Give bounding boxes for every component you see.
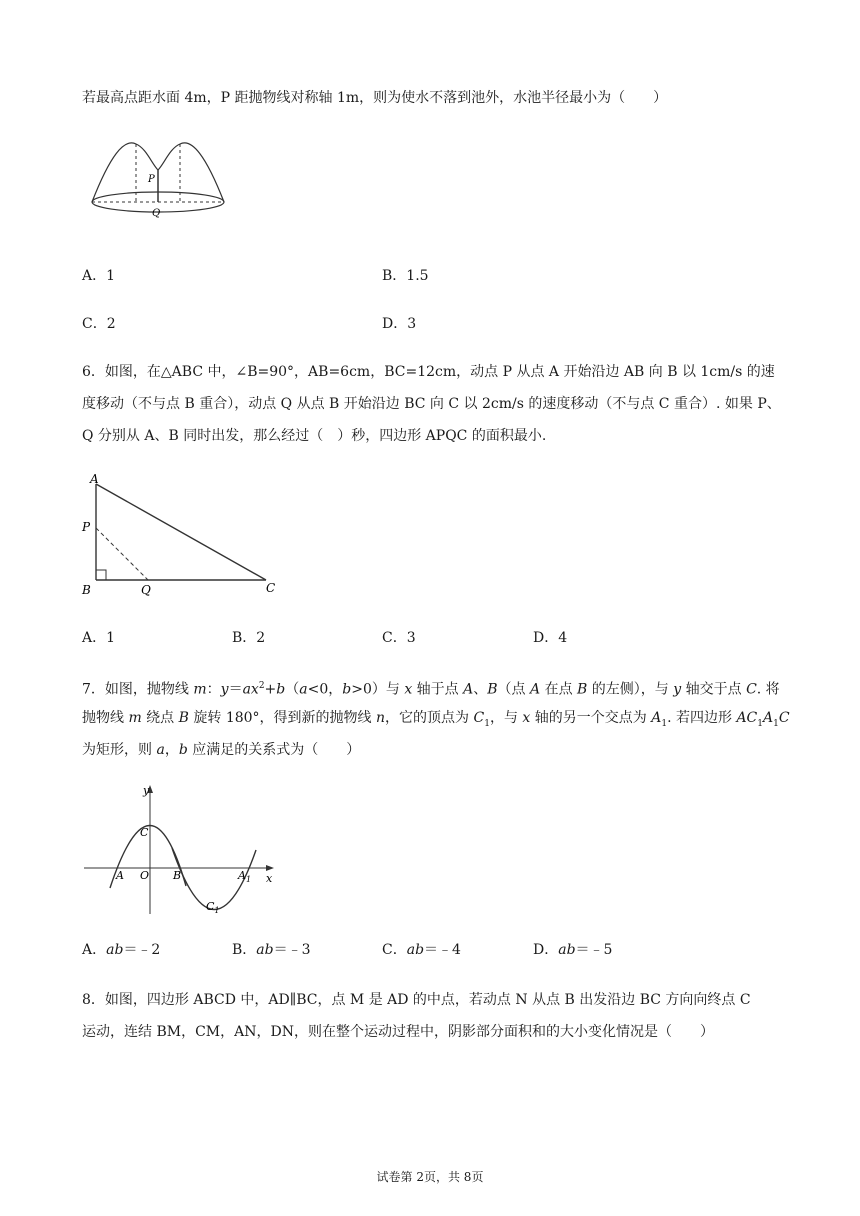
q7-label-c1: $C_1$ [206, 900, 220, 915]
q5-option-d: D．3 [382, 316, 417, 332]
q5-stem: 若最高点距水面 4m，P 距抛物线对称轴 1m，则为使水不落到池外，水池半径最小为（ ） [82, 90, 668, 106]
q6-option-d: D．4 [533, 630, 568, 646]
q7-label-a: A [116, 869, 124, 882]
q6-label-c: C [266, 581, 276, 595]
q6-label-q: Q [141, 583, 151, 597]
q6-stem-line-2: 度移动（不与点 B 重合），动点 Q 从点 B 开始沿边 BC 向 C 以 2cm/s 的速度移动（不与点 C 重合）. 如果 P、 [82, 396, 781, 412]
q7-label-x: x [266, 872, 273, 885]
q6-label-a: A [90, 472, 99, 486]
q7-option-d: D．ab＝﹣5 [533, 942, 613, 958]
q7-stem-line-3: 为矩形，则 a，b 应满足的关系式为（ ） [82, 742, 361, 758]
q7-label-o: O [140, 869, 150, 882]
q6-triangle-figure [78, 470, 288, 600]
q7-parabola-figure [80, 782, 280, 918]
q6-option-c: C．3 [382, 630, 416, 646]
q5-label-q: Q [152, 208, 161, 219]
q8-stem-line-1: 8．如图，四边形 ABCD 中，AD∥BC，点 M 是 AD 的中点，若动点 N 从点 B 出发沿边 BC 方向向终点 C [82, 992, 751, 1008]
page-footer: 试卷第 2页，共 8页 [376, 1170, 484, 1184]
q7-option-c: C．ab＝﹣4 [382, 942, 461, 958]
q5-option-b: B．1.5 [382, 268, 429, 284]
q6-option-b: B．2 [232, 630, 266, 646]
q5-fountain-figure [88, 136, 232, 226]
q6-option-a: A．1 [82, 630, 116, 646]
q6-label-b: B [82, 583, 91, 597]
q6-stem-line-3: Q 分别从 A、B 同时出发，那么经过（ ）秒，四边形 APQC 的面积最小. [82, 428, 547, 444]
q7-option-a: A．ab＝﹣2 [82, 942, 161, 958]
q5-label-p: P [148, 174, 155, 185]
q7-label-b: B [173, 869, 182, 882]
q7-label-y: y [143, 784, 150, 797]
q7-option-b: B．ab＝﹣3 [232, 942, 311, 958]
q7-stem-line-1: 7．如图，抛物线 m：$y=ax^2+b(a<0$，b>0）与 x 轴于点 A、B（点 A 在点 B 的左侧），与 y 轴交于点 C. 将 [82, 681, 780, 698]
q7-stem-line-2: 抛物线 m 绕点 B 旋转 180°，得到新的抛物线 n，它的顶点为 $C_1$，与 x 轴的另一个交点为 $A_1$. 若四边形 $AC_1A_1C$ [82, 710, 790, 729]
q8-stem-line-2: 运动，连结 BM，CM，AN，DN，则在整个运动过程中，阴影部分面积和的大小变化情况是（ ） [82, 1024, 714, 1040]
q6-stem-line-1: 6．如图，在△ABC 中，∠B=90°，AB=6cm，BC=12cm，动点 P 从点 A 开始沿边 AB 向 B 以 1cm/s 的速 [82, 364, 775, 380]
q7-label-a1: $A_1$ [238, 869, 252, 884]
q5-option-a: A．1 [82, 268, 116, 284]
q6-label-p: P [82, 520, 91, 534]
q7-label-c: C [140, 826, 149, 839]
q5-option-c: C．2 [82, 316, 116, 332]
